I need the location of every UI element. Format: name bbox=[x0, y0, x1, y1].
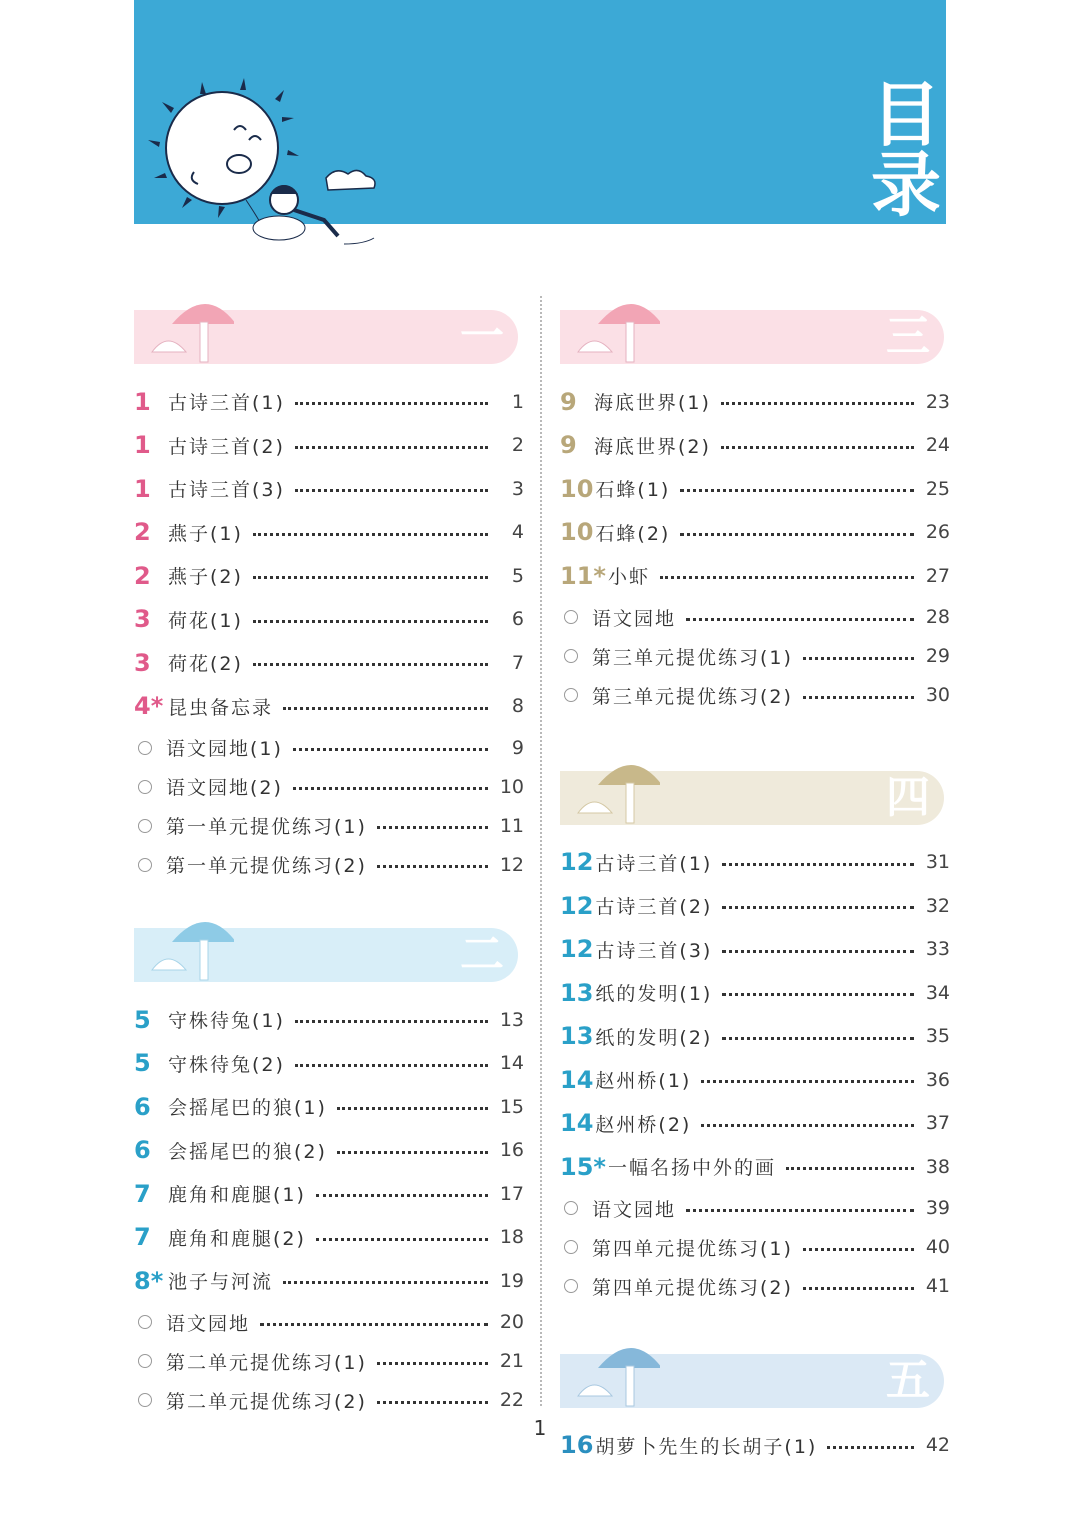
lesson-number: 14 bbox=[560, 1065, 594, 1094]
lesson-number: 1 bbox=[134, 387, 151, 416]
mushroom-icon bbox=[144, 908, 234, 984]
dot-leader bbox=[295, 446, 488, 449]
circle-bullet-icon bbox=[564, 688, 578, 702]
lesson-number: 12 bbox=[560, 935, 594, 964]
entry-title: 古诗三首(3) bbox=[168, 479, 285, 502]
unit-3-list bbox=[560, 380, 950, 715]
toc-entry[interactable] bbox=[134, 685, 524, 729]
entry-page: 37 bbox=[925, 1112, 950, 1135]
entry-title: 纸的发明(2) bbox=[595, 1026, 713, 1049]
toc-entry[interactable] bbox=[134, 1172, 524, 1216]
entry-page: 4 bbox=[511, 521, 524, 544]
dot-leader bbox=[803, 657, 914, 660]
dot-leader bbox=[680, 533, 914, 536]
dot-leader bbox=[316, 1238, 488, 1241]
entry-title: 海底世界(2) bbox=[594, 435, 711, 458]
toc-entry[interactable] bbox=[560, 971, 950, 1015]
dot-leader bbox=[377, 826, 488, 829]
dot-leader bbox=[253, 663, 488, 666]
entry-title: 守株待兔(2) bbox=[168, 1053, 285, 1076]
circle-bullet-icon bbox=[564, 610, 578, 624]
toc-entry[interactable] bbox=[560, 424, 950, 468]
lesson-number: 7 bbox=[134, 1223, 151, 1252]
entry-title: 古诗三首(1) bbox=[168, 392, 285, 415]
toc-entry[interactable] bbox=[134, 554, 524, 598]
lesson-number: 1 bbox=[134, 431, 151, 460]
toc-entry[interactable] bbox=[134, 1259, 524, 1303]
entry-title: 语文园地 bbox=[166, 1312, 251, 1335]
entry-title: 荷花(1) bbox=[168, 609, 243, 632]
entry-title: 语文园地(1) bbox=[166, 738, 283, 760]
circle-bullet-icon bbox=[138, 741, 152, 755]
dot-leader bbox=[377, 865, 488, 868]
entry-title: 古诗三首(1) bbox=[595, 852, 713, 875]
entry-page: 24 bbox=[925, 434, 950, 457]
toc-entry[interactable] bbox=[560, 841, 950, 885]
dot-leader bbox=[786, 1167, 914, 1170]
entry-page: 16 bbox=[499, 1139, 524, 1162]
toc-entry[interactable] bbox=[560, 467, 950, 511]
entry-page: 3 bbox=[511, 477, 524, 500]
entry-title: 一幅名扬中外的画 bbox=[607, 1157, 776, 1180]
mushroom-icon bbox=[570, 290, 660, 366]
dot-leader bbox=[337, 1107, 488, 1110]
lesson-number: 5 bbox=[134, 1005, 151, 1034]
entry-page: 25 bbox=[925, 477, 950, 500]
entry-page: 35 bbox=[925, 1025, 950, 1048]
toc-entry[interactable] bbox=[134, 1042, 524, 1086]
circle-bullet-icon bbox=[564, 1201, 578, 1215]
entry-title: 第二单元提优练习(1) bbox=[166, 1351, 367, 1374]
unit-label: 三 bbox=[886, 311, 930, 362]
lesson-number: 3 bbox=[134, 648, 151, 677]
entry-page: 30 bbox=[925, 684, 950, 706]
circle-bullet-icon bbox=[138, 858, 152, 872]
entry-title: 燕子(2) bbox=[168, 566, 243, 589]
entry-page: 9 bbox=[511, 736, 524, 759]
toc-entry[interactable] bbox=[560, 637, 950, 676]
entry-title: 小虾 bbox=[607, 566, 650, 589]
toc-entry[interactable] bbox=[560, 598, 950, 637]
lesson-number: 2 bbox=[134, 518, 151, 547]
circle-bullet-icon bbox=[564, 649, 578, 663]
toc-entry[interactable] bbox=[560, 928, 950, 972]
toc-entry[interactable] bbox=[134, 1303, 524, 1342]
circle-bullet-icon bbox=[138, 1315, 152, 1329]
toc-entry[interactable] bbox=[560, 676, 950, 715]
title-char-2: 录 bbox=[871, 144, 941, 226]
entry-page: 39 bbox=[925, 1197, 950, 1219]
entry-page: 17 bbox=[499, 1182, 524, 1205]
entry-title: 燕子(1) bbox=[168, 522, 243, 545]
lesson-number: 9 bbox=[560, 387, 577, 416]
dot-leader bbox=[721, 446, 914, 449]
entry-title: 会摇尾巴的狼(2) bbox=[168, 1140, 327, 1163]
dot-leader bbox=[377, 1401, 488, 1404]
toc-entry[interactable] bbox=[134, 1216, 524, 1260]
toc-entry[interactable] bbox=[560, 1189, 950, 1228]
toc-entry[interactable] bbox=[134, 806, 524, 845]
entry-title: 语文园地 bbox=[592, 1198, 677, 1221]
lesson-number: 7 bbox=[134, 1179, 151, 1208]
dot-leader bbox=[686, 1209, 914, 1212]
entry-title: 鹿角和鹿腿(1) bbox=[168, 1184, 306, 1207]
toc-entry[interactable] bbox=[134, 641, 524, 685]
entry-page: 12 bbox=[499, 853, 524, 876]
unit-label: 二 bbox=[460, 929, 504, 980]
toc-entry[interactable] bbox=[560, 1267, 950, 1306]
lesson-number: 11* bbox=[560, 561, 606, 590]
entry-title: 会摇尾巴的狼(1) bbox=[168, 1097, 327, 1120]
dot-leader bbox=[803, 1287, 914, 1290]
lesson-number: 14 bbox=[560, 1109, 594, 1138]
entry-title: 赵州桥(1) bbox=[595, 1070, 692, 1093]
dot-leader bbox=[295, 1064, 488, 1067]
entry-page: 22 bbox=[499, 1389, 524, 1411]
unit-header-4 bbox=[560, 751, 950, 827]
lesson-number: 12 bbox=[560, 891, 594, 920]
entry-title: 第四单元提优练习(1) bbox=[592, 1237, 793, 1260]
circle-bullet-icon bbox=[138, 780, 152, 794]
dot-leader bbox=[680, 489, 914, 492]
entry-title: 语文园地 bbox=[592, 607, 677, 630]
toc-entry[interactable] bbox=[560, 554, 950, 598]
entry-page: 7 bbox=[511, 651, 524, 674]
entry-title: 第四单元提优练习(2) bbox=[592, 1276, 793, 1299]
entry-page: 8 bbox=[511, 695, 524, 718]
entry-page: 10 bbox=[499, 775, 524, 798]
toc-entry[interactable] bbox=[134, 598, 524, 642]
dot-leader bbox=[283, 1281, 488, 1284]
dot-leader bbox=[260, 1323, 488, 1326]
left-column bbox=[134, 290, 524, 1420]
circle-bullet-icon bbox=[564, 1240, 578, 1254]
toc-entry[interactable] bbox=[560, 1102, 950, 1146]
dot-leader bbox=[253, 576, 488, 579]
entry-page: 33 bbox=[925, 938, 950, 961]
dot-leader bbox=[377, 1362, 488, 1365]
entry-title: 鹿角和鹿腿(2) bbox=[168, 1227, 306, 1250]
lesson-number: 10 bbox=[560, 474, 594, 503]
lesson-number: 6 bbox=[134, 1092, 151, 1121]
entry-page: 42 bbox=[925, 1434, 950, 1457]
toc-entry[interactable] bbox=[134, 728, 524, 767]
dot-leader bbox=[253, 620, 488, 623]
lesson-number: 8* bbox=[134, 1266, 164, 1295]
toc-entry[interactable] bbox=[134, 1342, 524, 1381]
entry-page: 23 bbox=[925, 390, 950, 413]
dot-leader bbox=[686, 618, 914, 621]
mushroom-icon bbox=[144, 290, 234, 366]
lesson-number: 10 bbox=[560, 518, 594, 547]
column-divider bbox=[540, 296, 542, 1406]
entry-page: 41 bbox=[925, 1275, 950, 1297]
entry-page: 40 bbox=[925, 1236, 950, 1258]
entry-page: 34 bbox=[925, 981, 950, 1004]
unit-4-list bbox=[560, 841, 950, 1306]
lesson-number: 15* bbox=[560, 1152, 606, 1181]
dot-leader bbox=[293, 787, 488, 790]
lesson-number: 1 bbox=[134, 474, 151, 503]
entry-title: 第二单元提优练习(2) bbox=[166, 1390, 367, 1413]
entry-title: 第三单元提优练习(2) bbox=[592, 685, 793, 708]
entry-page: 38 bbox=[925, 1155, 950, 1178]
entry-title: 语文园地(2) bbox=[166, 777, 283, 799]
entry-page: 36 bbox=[925, 1068, 950, 1091]
unit-header-3 bbox=[560, 290, 950, 366]
entry-title: 纸的发明(1) bbox=[595, 983, 713, 1006]
title-char-1: 目 bbox=[871, 74, 941, 156]
circle-bullet-icon bbox=[564, 1279, 578, 1293]
dot-leader bbox=[316, 1194, 488, 1197]
entry-title: 胡萝卜先生的长胡子(1) bbox=[595, 1435, 818, 1458]
toc-entry[interactable] bbox=[134, 511, 524, 555]
toc-entry[interactable] bbox=[560, 1145, 950, 1189]
entry-title: 守株待兔(1) bbox=[168, 1010, 285, 1033]
mushroom-icon bbox=[570, 751, 660, 827]
lesson-number: 16 bbox=[560, 1431, 594, 1460]
entry-page: 19 bbox=[499, 1269, 524, 1292]
unit-header-5 bbox=[560, 1334, 950, 1410]
entry-title: 石蜂(2) bbox=[595, 522, 671, 545]
entry-page: 13 bbox=[499, 1008, 524, 1031]
toc-entry[interactable] bbox=[134, 380, 524, 424]
toc-entry[interactable] bbox=[560, 1228, 950, 1267]
lesson-number: 3 bbox=[134, 605, 151, 634]
toc-entry[interactable] bbox=[560, 380, 950, 424]
unit-2-list bbox=[134, 998, 524, 1420]
right-column bbox=[560, 290, 950, 1467]
dot-leader bbox=[722, 950, 914, 953]
entry-title: 赵州桥(2) bbox=[595, 1113, 692, 1136]
dot-leader bbox=[283, 707, 488, 710]
dot-leader bbox=[827, 1446, 914, 1449]
toc-entry[interactable] bbox=[560, 1015, 950, 1059]
toc-entry[interactable] bbox=[134, 1085, 524, 1129]
lesson-number: 4* bbox=[134, 692, 164, 721]
mushroom-icon bbox=[570, 1334, 660, 1410]
entry-title: 古诗三首(3) bbox=[595, 939, 713, 962]
page-number: 1 bbox=[533, 1416, 547, 1440]
toc-entry[interactable] bbox=[560, 884, 950, 928]
entry-title: 昆虫备忘录 bbox=[168, 696, 274, 719]
lesson-number: 13 bbox=[560, 1022, 594, 1051]
circle-bullet-icon bbox=[138, 1354, 152, 1368]
toc-entry[interactable] bbox=[134, 767, 524, 806]
entry-page: 6 bbox=[511, 608, 524, 631]
lesson-number: 5 bbox=[134, 1049, 151, 1078]
entry-title: 海底世界(1) bbox=[594, 392, 711, 415]
entry-page: 2 bbox=[511, 434, 524, 457]
lesson-number: 9 bbox=[560, 431, 577, 460]
toc-entry[interactable] bbox=[560, 1058, 950, 1102]
dot-leader bbox=[721, 402, 914, 405]
lesson-number: 6 bbox=[134, 1136, 151, 1165]
unit-label: 五 bbox=[886, 1354, 930, 1406]
entry-title: 第一单元提优练习(2) bbox=[166, 855, 367, 877]
entry-page: 14 bbox=[499, 1052, 524, 1075]
lesson-number: 13 bbox=[560, 978, 594, 1007]
dot-leader bbox=[701, 1124, 914, 1127]
entry-title: 古诗三首(2) bbox=[168, 435, 285, 458]
circle-bullet-icon bbox=[138, 819, 152, 833]
dot-leader bbox=[295, 1020, 488, 1023]
lesson-number: 2 bbox=[134, 561, 151, 590]
unit-header-1 bbox=[134, 290, 524, 366]
entry-title: 石蜂(1) bbox=[595, 479, 671, 502]
dot-leader bbox=[722, 906, 914, 909]
toc-entry[interactable] bbox=[560, 511, 950, 555]
dot-leader bbox=[253, 533, 488, 536]
toc-entry[interactable] bbox=[134, 467, 524, 511]
toc-entry[interactable] bbox=[134, 998, 524, 1042]
unit-header-2 bbox=[134, 908, 524, 984]
entry-page: 28 bbox=[925, 606, 950, 628]
entry-page: 27 bbox=[925, 564, 950, 587]
toc-entry[interactable] bbox=[134, 424, 524, 468]
dot-leader bbox=[722, 1037, 914, 1040]
entry-page: 11 bbox=[499, 814, 524, 837]
entry-page: 26 bbox=[925, 521, 950, 544]
dot-leader bbox=[293, 748, 488, 751]
entry-page: 21 bbox=[499, 1350, 524, 1372]
dot-leader bbox=[701, 1080, 914, 1083]
entry-page: 31 bbox=[925, 851, 950, 874]
dot-leader bbox=[803, 1248, 914, 1251]
toc-entry[interactable] bbox=[134, 1381, 524, 1420]
entry-title: 第三单元提优练习(1) bbox=[592, 646, 793, 669]
toc-entry[interactable] bbox=[134, 1129, 524, 1173]
entry-title: 第一单元提优练习(1) bbox=[166, 816, 367, 838]
toc-entry[interactable] bbox=[134, 845, 524, 884]
dot-leader bbox=[295, 402, 488, 405]
unit-1-list bbox=[134, 380, 524, 884]
dot-leader bbox=[337, 1151, 488, 1154]
dot-leader bbox=[722, 863, 914, 866]
lesson-number: 12 bbox=[560, 848, 594, 877]
dot-leader bbox=[722, 993, 914, 996]
entry-page: 15 bbox=[499, 1095, 524, 1118]
sun-kid-illustration bbox=[134, 60, 434, 260]
circle-bullet-icon bbox=[138, 1393, 152, 1407]
dot-leader bbox=[660, 576, 914, 579]
entry-title: 古诗三首(2) bbox=[595, 896, 713, 919]
entry-page: 29 bbox=[925, 645, 950, 667]
entry-page: 1 bbox=[511, 390, 524, 413]
entry-page: 5 bbox=[511, 564, 524, 587]
entry-title: 荷花(2) bbox=[168, 653, 243, 676]
page-title bbox=[866, 74, 946, 226]
dot-leader bbox=[295, 489, 488, 492]
entry-page: 20 bbox=[499, 1311, 524, 1333]
entry-page: 18 bbox=[499, 1226, 524, 1249]
entry-title: 池子与河流 bbox=[168, 1271, 274, 1294]
entry-page: 32 bbox=[925, 894, 950, 917]
dot-leader bbox=[803, 696, 914, 699]
unit-label: 一 bbox=[460, 311, 504, 362]
unit-label: 四 bbox=[886, 771, 930, 823]
